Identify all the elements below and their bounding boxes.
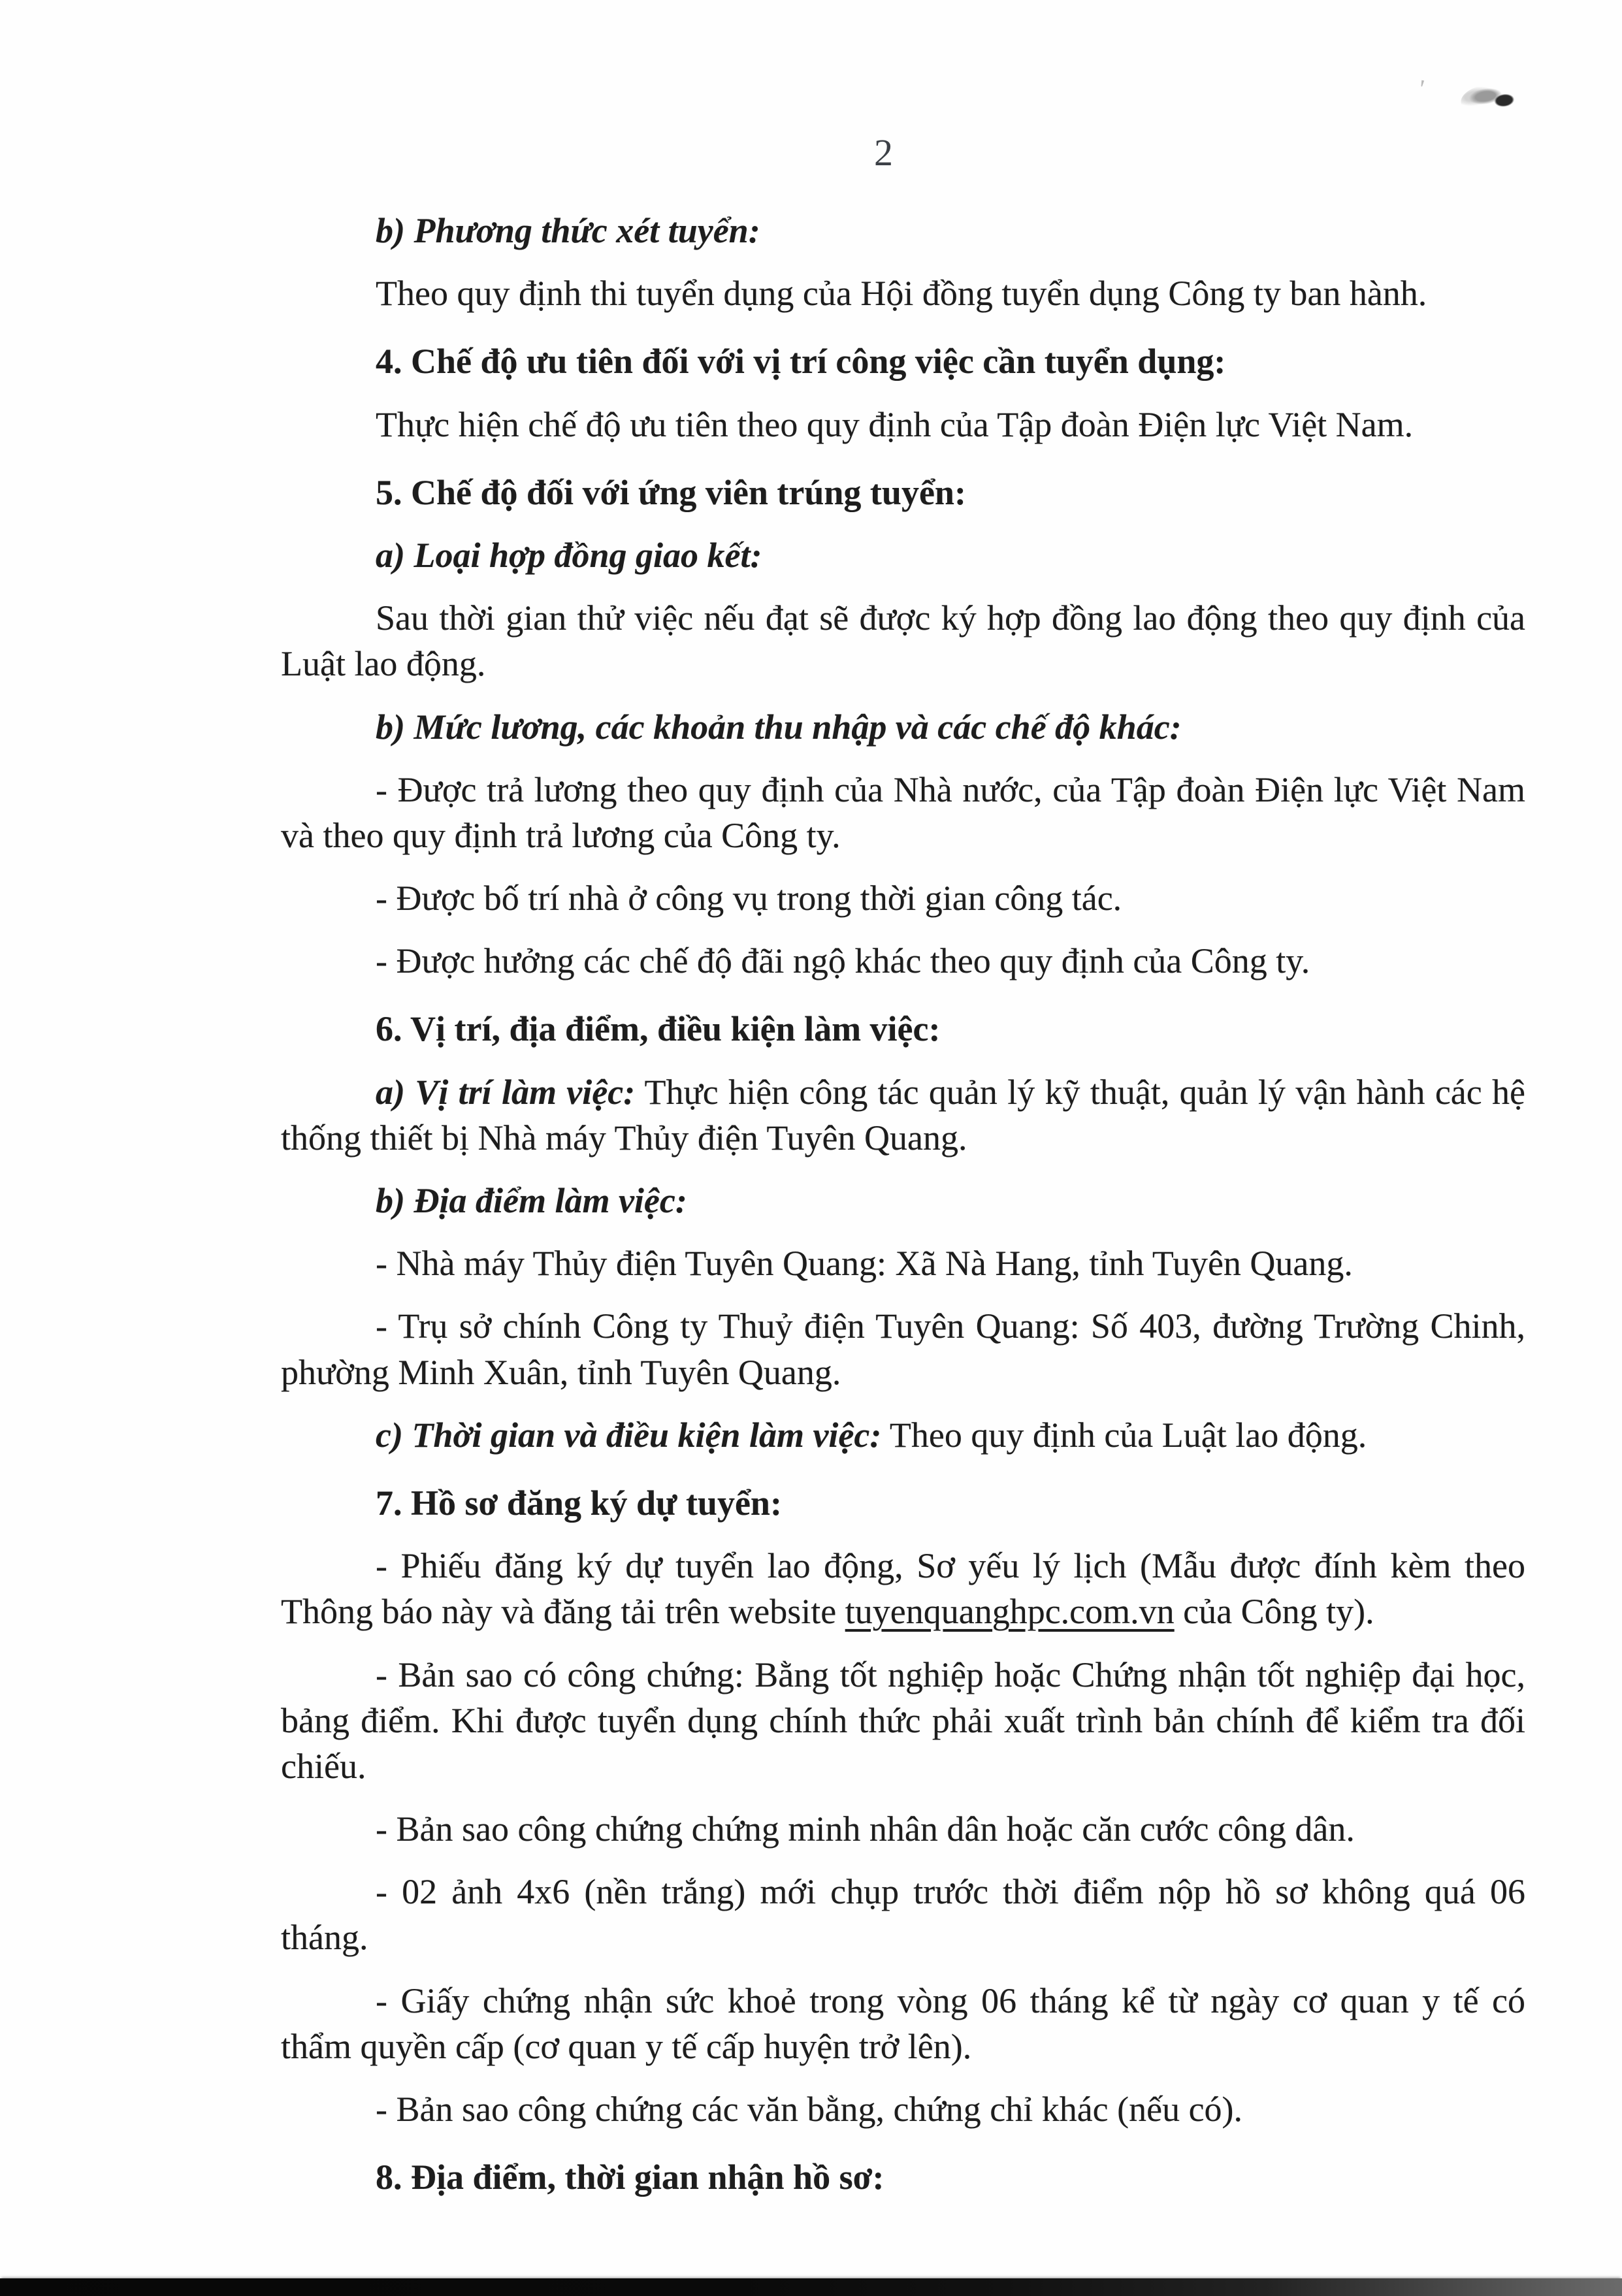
paragraph [281,1869,1525,1960]
paragraph-text: - Nhà máy Thủy điện Tuyên Quang: Xã Nà Hang, tỉnh Tuyên Quang. [376,1244,1353,1284]
paragraph-text: của Công ty). [1174,1592,1374,1632]
paragraph-text: - Bản sao công chứng các văn bằng, chứng chỉ khác (nếu có). [376,2090,1243,2129]
sub-heading [281,1178,1525,1223]
sub-heading-lead: a) Vị trí làm việc: [376,1072,636,1112]
paragraph [281,402,1525,447]
paragraph [281,938,1525,984]
scan-speck: ' [1416,73,1427,104]
paragraph-text: - Bản sao công chứng chứng minh nhân dân hoặc căn cước công dân. [376,1809,1355,1849]
website-link: tuyenquanghpc.com.vn [845,1592,1175,1632]
paragraph-text: Theo quy định thi tuyển dụng của Hội đồng tuyển dụng Công ty ban hành. [376,274,1427,314]
paragraph-text: - Bản sao có công chứng: Bằng tốt nghiệp hoặc Chứng nhận tốt nghiệp đại học, bảng điểm. Khi được tuyển dụng chính thức phải xuất trình bản chính để kiểm tra đối chiếu. [281,1655,1525,1786]
paragraph [281,270,1525,316]
paragraph [281,1543,1525,1634]
section-heading [281,338,1525,384]
paragraph-text: 5. Chế độ đối với ứng viên trúng tuyển: [376,472,966,512]
paragraph [281,1069,1525,1161]
section-heading [281,1006,1525,1052]
section-heading [281,1480,1525,1526]
paragraph-text: 7. Hồ sơ đăng ký dự tuyển: [376,1483,782,1523]
scan-edge-artifact [0,2278,1622,2296]
paragraph-text: b) Phương thức xét tuyển: [376,211,760,250]
paragraph [281,767,1525,858]
paragraph-text: - 02 ảnh 4x6 (nền trắng) mới chụp trước thời điểm nộp hồ sơ không quá 06 tháng. [281,1872,1525,1958]
paragraph-text: - Được hưởng các chế độ đãi ngộ khác theo quy định của Công ty. [376,941,1310,981]
paragraph [281,1806,1525,1852]
paragraph-text: Thực hiện chế độ ưu tiên theo quy định của Tập đoàn Điện lực Việt Nam. [376,404,1414,444]
paragraph [281,875,1525,921]
paragraph-text: 4. Chế độ ưu tiên đối với vị trí công việc cần tuyển dụng: [376,342,1226,381]
ink-smudge-artifact [1459,80,1523,118]
sub-heading [281,704,1525,750]
section-heading [281,470,1525,515]
paragraph [281,595,1525,687]
paragraph-text: 8. Địa điểm, thời gian nhận hồ sơ: [376,2158,884,2197]
paragraph-text: 6. Vị trí, địa điểm, điều kiện làm việc: [376,1009,941,1049]
sub-heading [281,532,1525,578]
paragraph-text: - Được trả lương theo quy định của Nhà nước, của Tập đoàn Điện lực Việt Nam và theo quy định trả lương của Công ty. [281,769,1525,855]
paragraph-text: Sau thời gian thử việc nếu đạt sẽ được ký hợp đồng lao động theo quy định của Luật lao động. [281,598,1525,684]
page-number: 2 [874,131,894,174]
paragraph-text: b) Mức lương, các khoản thu nhập và các chế độ khác: [376,707,1182,747]
paragraph-text: - Được bố trí nhà ở công vụ trong thời gian công tác. [376,879,1122,918]
paragraph-text: - Phiếu đăng ký dự tuyển lao động, Sơ yếu lý lịch (Mẫu được đính kèm theo Thông báo này và đăng tải trên website [281,1546,1525,1632]
section-heading [281,2154,1525,2200]
paragraph [281,1240,1525,1286]
paragraph-text: - Trụ sở chính Công ty Thuỷ điện Tuyên Quang: Số 403, đường Trường Chinh, phường Minh Xuân, tỉnh Tuyên Quang. [281,1306,1525,1392]
sub-heading [281,208,1525,253]
paragraph [281,1652,1525,1790]
paragraph-text: a) Loại hợp đồng giao kết: [376,535,762,575]
paragraph [281,1412,1525,1458]
paragraph [281,1978,1525,2069]
paragraph [281,2086,1525,2132]
paragraph [281,1303,1525,1395]
paragraph-text: Thực hiện công tác quản lý kỹ thuật, quản lý vận hành các hệ thống thiết bị Nhà máy Thủy điện Tuyên Quang. [281,1072,1526,1157]
paragraph-text: b) Địa điểm làm việc: [376,1181,687,1220]
sub-heading-lead: c) Thời gian và điều kiện làm việc: [376,1415,882,1455]
document-body [281,208,1525,2217]
paragraph-text: - Giấy chứng nhận sức khoẻ trong vòng 06 tháng kể từ ngày cơ quan y tế có thẩm quyền cấp (cơ quan y tế cấp huyện trở lên). [281,1981,1525,2066]
paragraph-text: Theo quy định của Luật lao động. [881,1415,1367,1455]
